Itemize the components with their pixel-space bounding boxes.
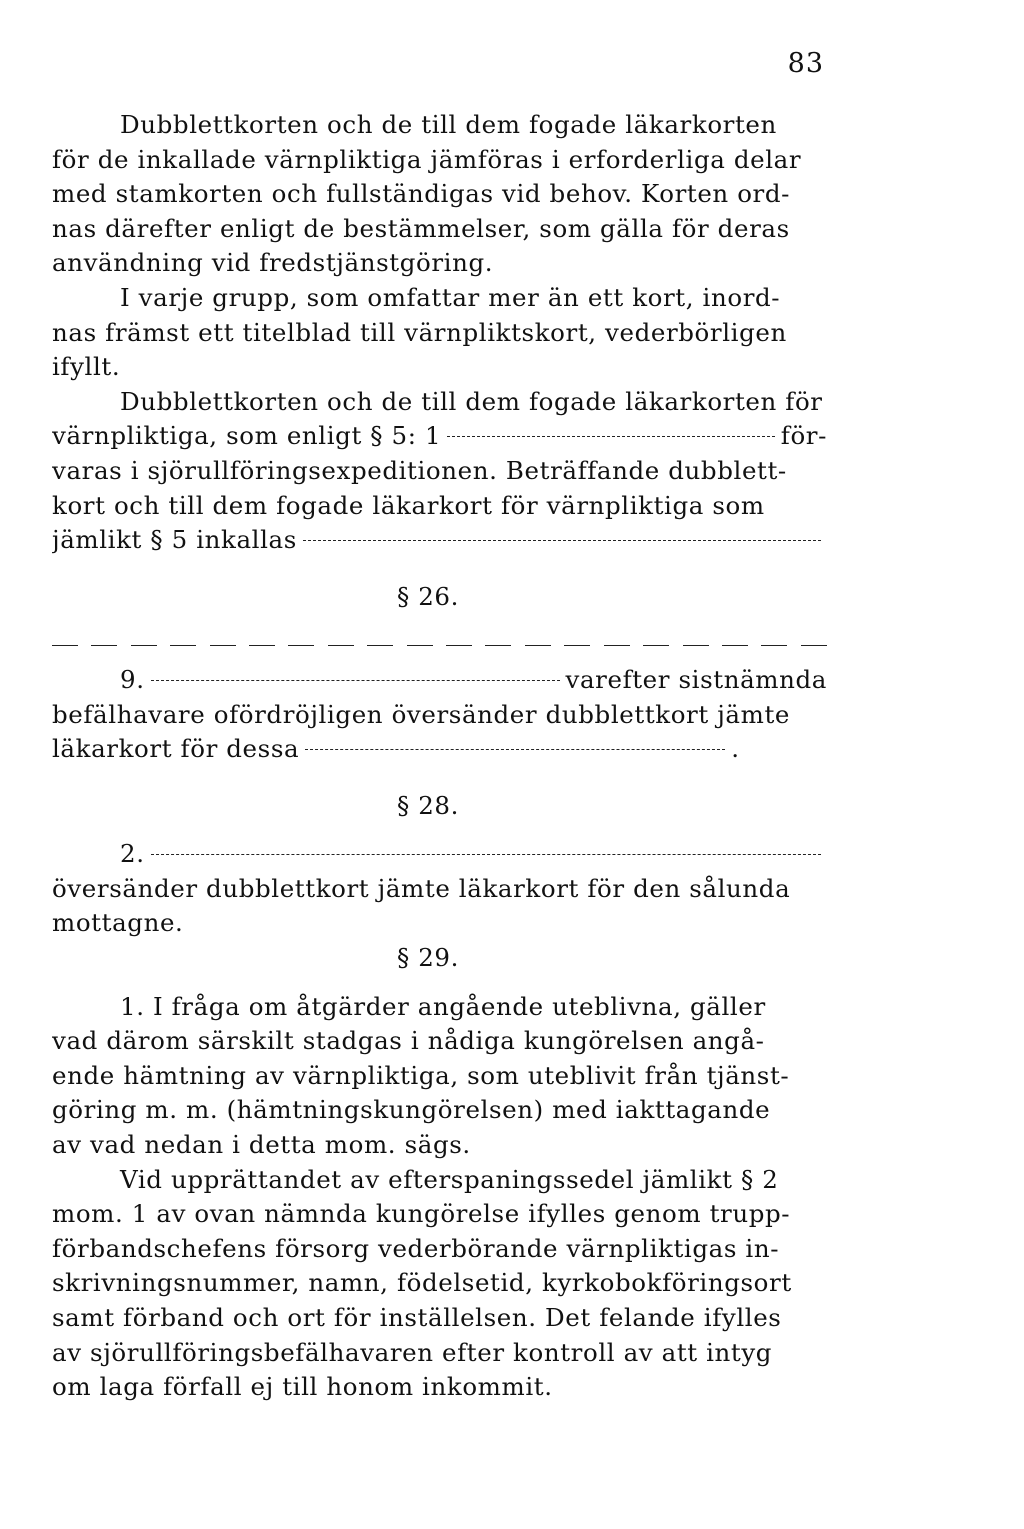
text-line: av sjörullföringsbefälhavaren efter kontroll av att intyg xyxy=(52,1337,773,1367)
text-line: mottagne. xyxy=(52,908,184,938)
text-line: befälhavare ofördröjligen översänder dubblettkort jämte xyxy=(52,699,790,729)
text-line xyxy=(52,663,827,698)
text-line: Dubblettkorten och de till dem fogade läkarkorten för xyxy=(120,386,823,416)
text-line: Dubblettkorten och de till dem fogade läkarkorten xyxy=(120,110,777,139)
text-line: nas därefter enligt de bestämmelser, som gälla för deras xyxy=(52,213,790,243)
text-fragment: jämlikt § 5 inkallas xyxy=(52,525,297,555)
page-number: 83 xyxy=(787,48,824,79)
text-line: av vad nedan i detta mom. sägs. xyxy=(52,1130,471,1160)
text-line: förbandschefens försorg vederbörande värnpliktigas in- xyxy=(52,1233,780,1263)
text-line: 1. I fråga om åtgärder angående uteblivna, gäller xyxy=(120,991,766,1021)
text-line xyxy=(52,523,827,558)
text-line: skrivningsnummer, namn, födelsetid, kyrkobokföringsort xyxy=(52,1268,792,1298)
omission-dashes xyxy=(151,854,821,855)
text-line: ende hämtning av värnpliktiga, som uteblivit från tjänst- xyxy=(52,1060,790,1090)
omission-dashes xyxy=(305,749,725,750)
text-line: nas främst ett titelblad till värnpliktskort, vederbörligen xyxy=(52,317,787,347)
text-fragment: . xyxy=(731,734,740,764)
text-line: mom. 1 av ovan nämnda kungörelse ifylles genom trupp- xyxy=(52,1199,791,1229)
text-line: om laga förfall ej till honom inkommit. xyxy=(52,1372,553,1402)
text-line: vad därom särskilt stadgas i nådiga kungörelsen angå- xyxy=(52,1026,765,1056)
omission-dashes xyxy=(303,540,821,541)
text-line: användning vid fredstjänstgöring. xyxy=(52,248,494,278)
text-line xyxy=(52,732,827,767)
omission-dashes xyxy=(447,436,775,437)
body-text xyxy=(52,108,827,1405)
text-fragment: 9. xyxy=(120,664,145,694)
text-line: med stamkorten och fullständigas vid behov. Korten ord- xyxy=(52,179,791,209)
text-line xyxy=(52,419,827,454)
text-line: samt förband och ort för inställelsen. Det felande ifylles xyxy=(52,1303,782,1332)
text-line: Vid upprättandet av efterspaningssedel jämlikt § 2 xyxy=(120,1164,779,1194)
omission-line xyxy=(52,628,827,663)
text-fragment: för- xyxy=(780,421,827,451)
text-line: översänder dubblettkort jämte läkarkort för den sålunda xyxy=(52,873,791,903)
text-fragment: varefter sistnämnda xyxy=(565,664,827,694)
text-line: I varje grupp, som omfattar mer än ett kort, inord- xyxy=(120,282,781,312)
text-fragment: 2. xyxy=(120,839,145,869)
omission-dashes xyxy=(151,680,560,681)
text-line xyxy=(52,837,827,872)
text-line: varas i sjörullföringsexpeditionen. Beträffande dubblett- xyxy=(52,455,787,485)
section-heading: § 28. xyxy=(397,790,460,820)
section-heading: § 29. xyxy=(397,943,460,973)
section-heading: § 26. xyxy=(397,581,460,611)
text-fragment: värnpliktiga, som enligt § 5: 1 xyxy=(52,421,442,451)
text-line: ifyllt. xyxy=(52,352,121,382)
text-line: kort och till dem fogade läkarkort för värnpliktiga som xyxy=(52,490,765,520)
text-line: för de inkallade värnpliktiga jämföras i erforderliga delar xyxy=(52,144,802,174)
text-line: göring m. m. (hämtningskungörelsen) med iakttagande xyxy=(52,1095,771,1125)
text-fragment: läkarkort för dessa xyxy=(52,734,300,764)
